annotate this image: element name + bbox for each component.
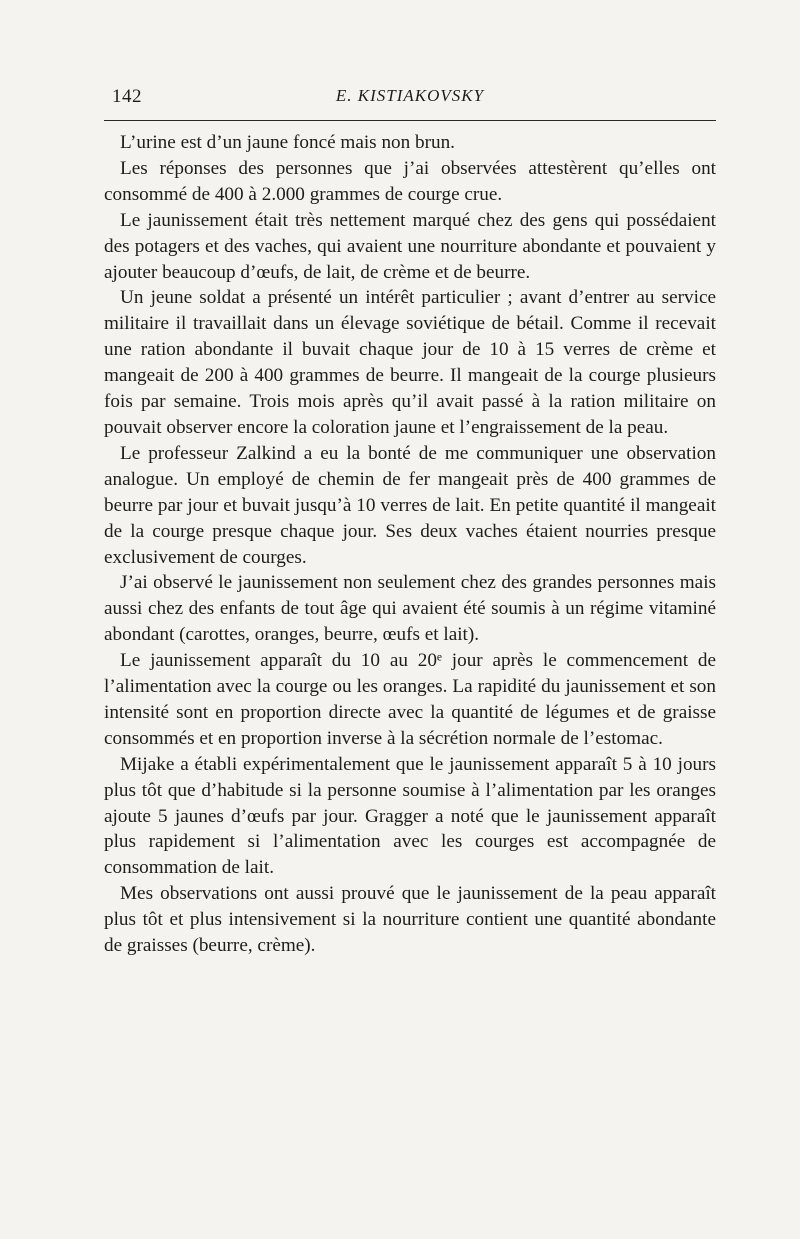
paragraph: L’urine est d’un jaune foncé mais non brun. (120, 132, 455, 153)
page-header (104, 86, 716, 110)
running-title: E. KISTIAKOVSKY (335, 86, 485, 105)
paragraph: Mijake a établi expérimentalement que le jaunissement apparaît 5 à 10 jours plus tôt que d’habitude si la personne soumise à l’alimentation par les oranges ajoute 5 jaunes d’œufs par jour. Gragger a noté que le jaunissement apparaît plus rapidement si l’alimentation avec les courges est accompagnée de consommation de lait. (104, 753, 716, 879)
paragraph: Le jaunissement était très nettement marqué chez des gens qui possédaient des potagers et des vaches, qui avaient une nourriture abondante et pouvaient y ajouter beaucoup d’œufs, de lait, de crème et de beurre. (104, 209, 716, 283)
paragraph: J’ai observé le jaunissement non seulement chez des grandes personnes mais aussi chez des enfants de tout âge qui avaient été soumis à un régime vitaminé abondant (carottes, oranges, beurre, œufs et lait). (104, 572, 716, 646)
page-number: 142 (112, 86, 142, 107)
paragraph: Les réponses des personnes que j’ai observées attestèrent qu’elles ont consommé de 400 à 2.000 grammes de courge crue. (104, 157, 716, 205)
paragraph: Un jeune soldat a présenté un intérêt particulier ; avant d’entrer au service militaire il travaillait dans un élevage soviétique de bétail. Comme il recevait une ration abondante il buvait chaque jour de 10 à 15 verres de crème et mangeait de 200 à 400 grammes de beurre. Il mangeait de la courge plusieurs fois par semaine. Trois mois après qu’il avait passé à la ration militaire on pouvait observer encore la coloration jaune et l’engraissement de la peau. (104, 287, 716, 438)
header-rule (104, 120, 716, 121)
paragraph: Le jaunissement apparaît du 10 au 20ᵉ jour après le commencement de l’alimentation avec la courge ou les oranges. La rapidité du jaunissement et son intensité sont en proportion directe avec la quantité de légumes et de graisse consommés et en proportion inverse à la sécrétion normale de l’estomac. (104, 650, 716, 749)
paragraph: Mes observations ont aussi prouvé que le jaunissement de la peau apparaît plus tôt et plus intensivement si la nourriture contient une quantité abondante de graisses (beurre, crème). (104, 883, 716, 957)
body-text (104, 130, 716, 959)
paragraph: Le professeur Zalkind a eu la bonté de me communiquer une observation analogue. Un employé de chemin de fer mangeait près de 400 grammes de beurre par jour et buvait jusqu’à 10 verres de lait. En petite quantité il mangeait de la courge presque chaque jour. Ses deux vaches étaient nourries presque exclusivement de courges. (104, 442, 716, 568)
